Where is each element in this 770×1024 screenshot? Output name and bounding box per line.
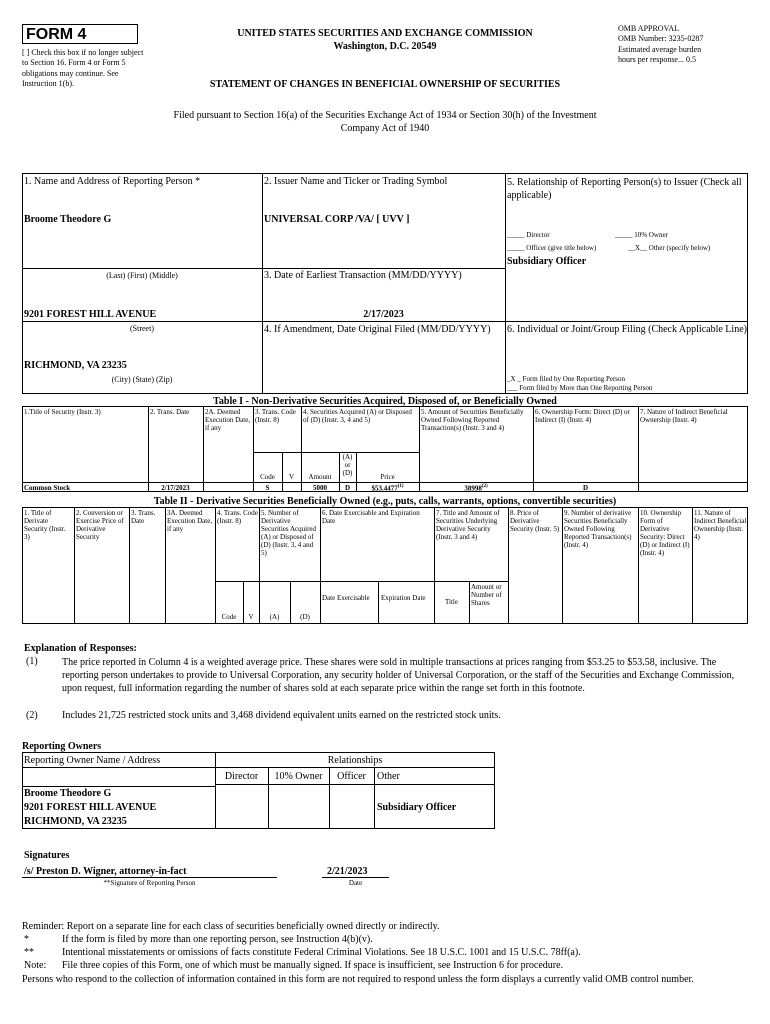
- reporting-person-city: RICHMOND, VA 23235: [24, 360, 127, 371]
- footnote-2-num: (2): [26, 710, 38, 721]
- t1-row-amount: 5000: [313, 484, 327, 492]
- no-longer-subject-checkbox-text[interactable]: [ ] Check this box if no longer subject to Section 16. Form 4 or Form 5 obligations may continue. See Instruction 1(b).: [22, 48, 144, 89]
- agency-name: UNITED STATES SECURITIES AND EXCHANGE COMMISSION: [237, 28, 533, 39]
- signer-label: **Signature of Reporting Person: [103, 879, 196, 887]
- owners-col-relationships: Relationships: [327, 755, 383, 766]
- box2-label: 2. Issuer Name and Ticker or Trading Symbol: [264, 176, 448, 187]
- explanation-heading: Explanation of Responses:: [24, 643, 137, 654]
- omb-approval: [618, 24, 758, 66]
- persons-notice: Persons who respond to the collection of information contained in this form are not required to respond unless the form displays a currently valid OMB control number.: [22, 974, 694, 985]
- t1-h8: 7. Nature of Indirect Beneficial Ownership (Instr. 4): [640, 408, 728, 425]
- box5-label: 5. Relationship of Reporting Person(s) to Issuer (Check all applicable): [507, 177, 742, 201]
- owner-city: RICHMOND, VA 23235: [24, 816, 127, 827]
- owner-street: 9201 FOREST HILL AVENUE: [24, 802, 157, 813]
- footnote-2-text: Includes 21,725 restricted stock units and 3,468 dividend equivalent units earned on the restricted stock units.: [62, 710, 501, 721]
- t1-row-owned: 38998$^{(2)}$: [464, 484, 488, 493]
- box4-label: 4. If Amendment, Date Original Filed (MM/DD/YYYY): [264, 324, 491, 335]
- owners-heading: Reporting Owners: [22, 741, 102, 752]
- ten-pct-owner-option[interactable]: _____ 10% Owner: [615, 231, 668, 239]
- t2-h11: 10. Ownership Form of Derivative Security: Direct (D) or Indirect (I) (Instr. 4): [640, 509, 690, 558]
- owners-col-other: Other: [377, 771, 400, 782]
- t2-h8: 7. Title and Amount of Securities Underlying Derivative Security (Instr. 3 and 4): [436, 509, 500, 542]
- t1-h2: 2. Trans. Date: [150, 408, 190, 416]
- t2-sub-exp: Expiration Date: [381, 594, 426, 602]
- t2-h3: 3. Trans. Date: [131, 509, 156, 526]
- t2-sub-v: V: [248, 613, 254, 621]
- reporting-person-name: Broome Theodore G: [24, 214, 112, 225]
- t2-sub-title: Title: [445, 598, 458, 606]
- owner-name: Broome Theodore G: [24, 788, 112, 799]
- one-person-option[interactable]: _X _ Form filed by One Reporting Person: [507, 375, 626, 383]
- box6-label: 6. Individual or Joint/Group Filing (Check Applicable Line): [507, 324, 747, 335]
- t1-h6: 5. Amount of Securities Beneficially Owned Following Reported Transaction(s) (Instr. 3 and 4): [421, 408, 524, 433]
- signature-date: 2/21/2023: [327, 866, 368, 877]
- t2-sub-amount: Amount or Number of Shares: [471, 583, 502, 608]
- t2-h7: 6. Date Exercisable and Expiration Date: [322, 509, 420, 526]
- t1-sub-aord: (A) or (D): [342, 453, 353, 478]
- issuer-name: UNIVERSAL CORP /VA/ [ UVV ]: [264, 214, 410, 225]
- footnote-1-text: The price reported in Column 4 is a weighted average price. These shares were sold in multiple transactions at prices ranging from $53.25 to $53.58, inclusive. The reporting person undertakes to provide to Universal Corporation, any security holder of Universal Corporation, or the staff of the Securities and Exchange Commission, upon request, full information regarding the number of shares sold at each separate price within the range set forth in this footnote.: [62, 657, 735, 694]
- owner-other-value: Subsidiary Officer: [377, 802, 457, 813]
- double-star-text: Intentional misstatements or omissions of facts constitute Federal Criminal Violations. See 18 U.S.C. 1001 and 15 U.S.C. 78ff(a).: [62, 947, 581, 958]
- owners-col-officer: Officer: [337, 771, 366, 782]
- t2-sub-date-ex: Date Exercisable: [322, 594, 370, 602]
- owners-col-ten-pct: 10% Owner: [274, 771, 323, 782]
- relationship-title: Subsidiary Officer: [507, 256, 587, 267]
- t2-h5: 4. Trans. Code (Instr. 8): [217, 509, 258, 526]
- form-title-box: [22, 24, 138, 44]
- star-text: If the form is filed by more than one reporting person, see Instruction 4(b)(v).: [62, 934, 373, 945]
- signatures-heading: Signatures: [24, 850, 70, 861]
- signer: /s/ Preston D. Wigner, attorney-in-fact: [24, 866, 187, 877]
- t1-sub-price: Price: [380, 473, 395, 481]
- name-parts-label: (Last) (First) (Middle): [106, 271, 178, 280]
- omb-approval-title: OMB APPROVAL: [618, 24, 679, 33]
- more-persons-option[interactable]: ___ Form filed by More than One Reporting Person: [507, 384, 653, 392]
- note-text: File three copies of this Form, one of which must be manually signed. If space is insufficient, see Instruction 6 for procedure.: [62, 960, 564, 971]
- city-label: (City) (State) (Zip): [111, 375, 173, 384]
- t2-sub-d: (D): [300, 613, 310, 621]
- filed-pursuant: Filed pursuant to Section 16(a) of the Securities Exchange Act of 1934 or Section 30(h) of the Investment Company Act of 1940: [173, 110, 597, 134]
- t1-row-title: Common Stock: [24, 484, 71, 492]
- t1-row-code: S: [265, 484, 270, 492]
- signature-date-label: Date: [348, 879, 363, 887]
- t2-h9: 8. Price of Derivative Security (Instr. 5): [510, 509, 560, 534]
- t2-sub-code: Code: [221, 613, 237, 621]
- top-form-grid: [22, 173, 748, 394]
- t2-h12: 11. Nature of Indirect Beneficial Ownership (Instr. 4): [694, 509, 747, 542]
- t1-h4: 3. Trans. Code (Instr. 8): [255, 408, 296, 425]
- omb-hours: hours per response... 0.5: [618, 55, 696, 65]
- t1-sub-v: V: [288, 473, 295, 481]
- note-mark: Note:: [24, 960, 47, 971]
- owners-col-name: Reporting Owner Name / Address: [24, 755, 161, 766]
- other-option[interactable]: __X__ Other (specify below): [628, 244, 711, 252]
- omb-number: OMB Number: 3235-0287: [618, 34, 704, 44]
- t2-h4: 3A. Deemed Execution Date, if any: [167, 509, 213, 534]
- box3-label: 3. Date of Earliest Transaction (MM/DD/YYYY): [264, 270, 462, 281]
- t1-row-form: D: [582, 484, 589, 492]
- owners-col-director: Director: [224, 771, 259, 782]
- t2-sub-a: (A): [269, 613, 280, 621]
- star-mark: *: [24, 934, 29, 945]
- t1-row-date: 2/17/2023: [161, 484, 190, 492]
- street-label: (Street): [130, 324, 154, 333]
- footnote-1-num: (1): [26, 656, 38, 667]
- t1-h3: 2A. Deemed Execution Date, if any: [205, 408, 251, 433]
- form-title: FORM 4: [26, 26, 87, 43]
- reminder: Reminder: Report on a separate line for each class of securities beneficially owned directly or indirectly.: [22, 921, 440, 932]
- double-star-mark: **: [24, 947, 34, 958]
- officer-option[interactable]: _____ Officer (give title below): [507, 244, 597, 252]
- t1-h5: 4. Securities Acquired (A) or Disposed of (D) (Instr. 3, 4 and 5): [303, 408, 412, 425]
- t2-h6: 5. Number of Derivative Securities Acquired (A) or Disposed of (D) (Instr. 3, 4 and 5): [261, 509, 317, 558]
- t1-h1: 1.Title of Security (Instr. 3): [24, 408, 101, 416]
- director-option[interactable]: _____ Director: [507, 231, 550, 239]
- box1-label: 1. Name and Address of Reporting Person *: [24, 176, 201, 187]
- agency-location: Washington, D.C. 20549: [333, 41, 437, 52]
- t1-h7: 6. Ownership Form: Direct (D) or Indirect (I) (Instr. 4): [535, 408, 630, 425]
- omb-burden: Estimated average burden: [618, 44, 702, 54]
- earliest-transaction-date: 2/17/2023: [363, 309, 404, 320]
- t1-sub-code: Code: [260, 473, 275, 481]
- table1-title: Table I - Non-Derivative Securities Acquired, Disposed of, or Beneficially Owned: [213, 396, 557, 407]
- t2-h2: 2. Conversion or Exercise Price of Derivative Security: [76, 509, 124, 542]
- table2-title: Table II - Derivative Securities Beneficially Owned (e.g., puts, calls, warrants, options, convertible securities): [153, 496, 617, 507]
- statement-title: STATEMENT OF CHANGES IN BENEFICIAL OWNERSHIP OF SECURITIES: [209, 79, 561, 90]
- t2-h1: 1. Title of Derivate Security (Instr. 3): [24, 509, 66, 542]
- reporting-person-street: 9201 FOREST HILL AVENUE: [24, 309, 157, 320]
- t1-row-aord: D: [344, 484, 351, 492]
- t1-sub-amount: Amount: [308, 473, 332, 481]
- t1-row-price: $53.4477$^{(1)}$: [371, 484, 404, 493]
- t2-h10: 9. Number of derivative Securities Beneficially Owned Following Reported Transaction(s) (Instr. 4): [564, 509, 632, 550]
